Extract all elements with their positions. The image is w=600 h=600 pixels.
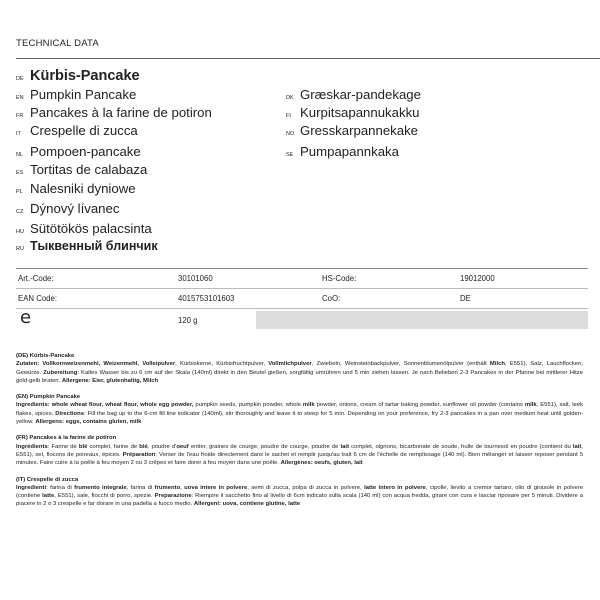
product-name: Pumpapannkaka	[300, 144, 399, 159]
name-cz	[16, 201, 119, 216]
block-title: (EN) Pumpkin Pancake	[16, 394, 81, 401]
coo-label: CoO:	[322, 294, 341, 303]
name-fr	[16, 105, 212, 120]
product-name: Crespelle di zucca	[30, 123, 138, 138]
name-se	[286, 144, 399, 159]
block-title: (IT) Crespelle di zucca	[16, 476, 79, 483]
estimated-sign: e	[20, 307, 32, 328]
name-pl	[16, 181, 136, 196]
hs-code-label: HS-Code:	[322, 274, 357, 283]
product-name: Dýnový lívanec	[30, 201, 120, 216]
product-names	[16, 68, 586, 268]
block-title: (FR) Pancakes à la farine de potiron	[16, 435, 117, 442]
product-name: Kürbis-Pancake	[30, 68, 140, 84]
block-text: Zutaten: Vollkornweizenmehl, Weizenmehl, Volleipulver, Kürbiskerne, Kürbisfruchtpulver, Vollmilchpulver, Zwiebeln, Weinsteinbackpulver, Sonnenblumenölpulver (enthält Milch, E551), Salz, Lauchflocken, Gewürze. Zubereitung: Kaltes Wasser bis zu 6 cm auf der Skala (140ml) direkt in den Beutel gießen, sorgfältig umrühren und 5 min ziehen lassen. Je nach Belieben 2-3 Pancakes in der Pfanne bei mittlerer Hitze gold-gelb braten. Allergene: Eier, glutenhaltig, Milch	[16, 361, 583, 384]
product-name: Græskar-pandekage	[300, 87, 421, 102]
product-name: Тыквенный блинчик	[30, 239, 158, 253]
name-nl	[16, 144, 141, 159]
lang-code: DK	[286, 95, 294, 101]
name-dk	[286, 87, 421, 102]
lang-code: EN	[16, 95, 24, 101]
lang-code: HU	[16, 229, 24, 235]
gray-bar	[256, 311, 588, 329]
coo-value: DE	[460, 294, 471, 303]
name-de	[16, 68, 140, 84]
name-it	[16, 123, 138, 138]
info-row-codes	[16, 268, 588, 289]
lang-code: FR	[16, 113, 24, 119]
lang-code: FI	[286, 113, 291, 119]
ingredients-en	[16, 393, 583, 426]
lang-code: RU	[16, 246, 24, 252]
product-name: Nalesniki dyniowe	[30, 181, 136, 196]
header-divider	[16, 58, 600, 59]
weight-value: 120 g	[178, 316, 198, 325]
ingredients-it	[16, 476, 583, 509]
product-name: Pancakes à la farine de potiron	[30, 105, 212, 120]
ingredients-section	[16, 352, 583, 517]
name-es	[16, 162, 147, 177]
lang-code: SE	[286, 152, 294, 158]
info-row-weight	[16, 309, 588, 332]
info-row-ean	[16, 289, 588, 309]
lang-code: NL	[16, 152, 24, 158]
product-name: Tortitas de calabaza	[30, 162, 148, 177]
lang-code: PL	[16, 189, 23, 195]
name-hu	[16, 221, 152, 236]
art-code-label: Art.-Code:	[18, 274, 54, 283]
product-name: Gresskarpannekake	[300, 123, 419, 138]
lang-code: CZ	[16, 209, 24, 215]
ean-value: 4015753101603	[178, 294, 235, 303]
lang-code: DE	[16, 76, 24, 82]
lang-code: NO	[286, 131, 295, 137]
product-name: Pompoen-pancake	[30, 144, 141, 159]
hs-code-value: 19012000	[460, 274, 495, 283]
lang-code: IT	[16, 131, 21, 137]
name-no	[286, 123, 418, 138]
section-title: TECHNICAL DATA	[16, 38, 99, 49]
product-name: Sütötökös palacsinta	[30, 221, 152, 236]
name-fi	[286, 105, 420, 120]
product-name: Pumpkin Pancake	[30, 87, 137, 102]
ingredients-fr	[16, 434, 583, 467]
art-code-value: 30101060	[178, 274, 213, 283]
name-ru	[16, 239, 158, 253]
ean-label: EAN Code:	[18, 294, 58, 303]
ingredients-de	[16, 352, 583, 385]
product-name: Kurpitsapannukakku	[300, 105, 420, 120]
lang-code: ES	[16, 170, 24, 176]
product-info-table	[16, 268, 588, 332]
block-text: Ingredients: whole wheat flour, wheat flour, whole egg powder, pumpkin seeds, pumpkin powder, whole milk powder, onions, cream of tartar baking powder, sunflower oil powder (contains milk, E551), salt, leek flakes, spices. Directions: Fill the bag up to the 6-cm fill line indicator (140ml), stir thoroughly and leave it to steep for 5 min. Depending on your preference, fry 2-3 pancakes in a pan over medium heat until golden-yellow. Allergens: eggs, contains gluten, milk	[16, 402, 584, 426]
block-text: Ingredienti: farina di frumento integrale, farina di frumento, uova intere in polvere, semi di zucca, polpa di zucca in polvere, latte intero in polvere, cipolle, lievito a cremor tartaro, olio di girasole in polvere (contiene latte, E551), sale, fiocchi di porro, spezie. Preparazione: Riempire il sacchetto fino al livello di 6cm indicato sulla scala (140 ml) con acqua fredda, girare con cura e lasciar riposare per 5 minuti. Dividere a piacere in 2 o 3 crespelle e far dorare in una padella a fuoco medio. Allergeni: uova, contiene glutine, latte	[16, 484, 584, 508]
name-en	[16, 87, 136, 102]
block-title: (DE) Kürbis-Pancake	[16, 353, 75, 359]
block-text: Ingrédients: Farine de blé complet, farine de blé, poudre d'oeuf entier, graines de courge, poudre de courge, poudre de lait complet, oignons, bicarbonate de soude, huile de tournesol en poudre (contient du lait, E551), sel, flocons de poireaux, épices. Préparation: Verser de l'eau froide directement dans le sachet et remplir jusqu'au trait 6 cm de l'échelle de remplissage (140 ml). Bien mélanger et laisser reposer pendant 5 minutes. Faire cuire à la poêle à feu moyen 2 ou 3 crêpes et faire dorer à feu moyen dans une poêle. Allergènes: oeufs, gluten, lait	[16, 443, 584, 467]
